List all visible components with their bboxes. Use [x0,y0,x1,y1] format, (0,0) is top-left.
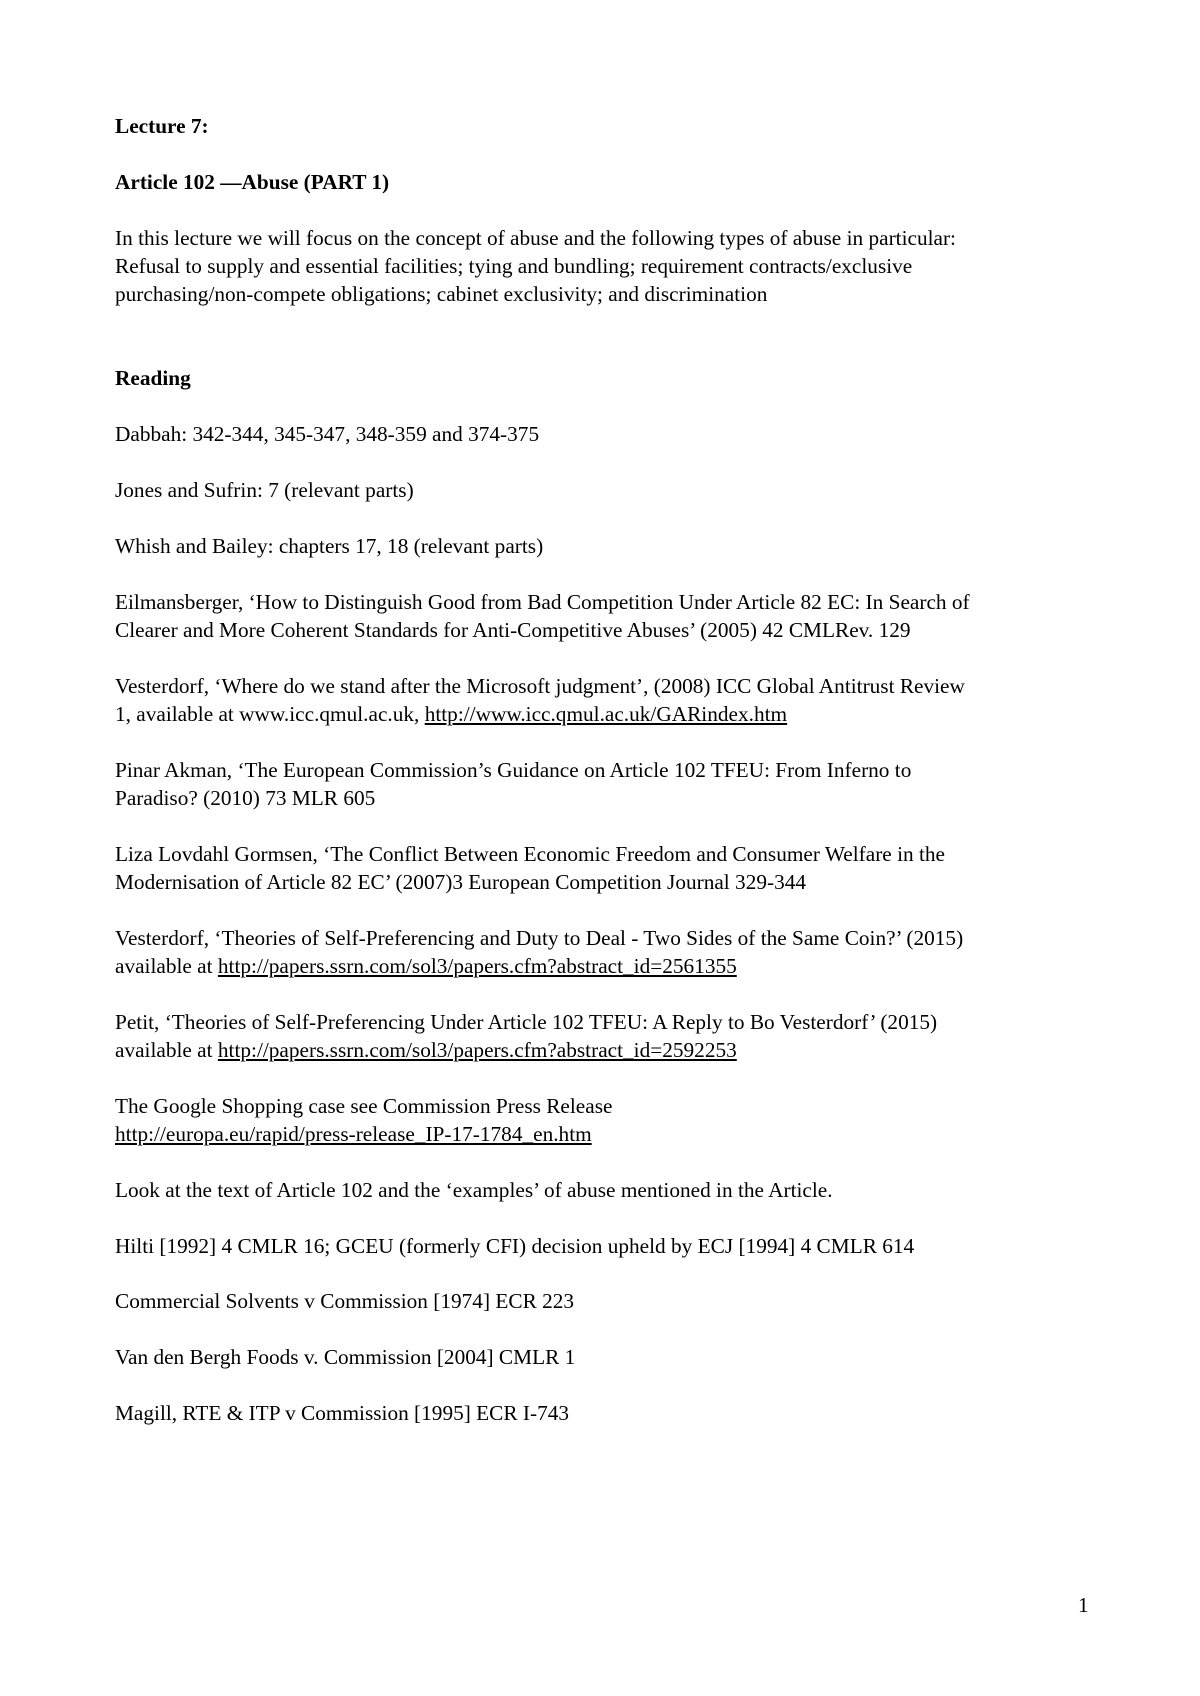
reading-line: Vesterdorf, ‘Theories of Self-Preferencing and Duty to Deal - Two Sides of the Same Coin?’ (2015) [115,926,964,950]
case-van-den-bergh: Van den Bergh Foods v. Commission [2004] CMLR 1 [115,1345,576,1369]
reading-article-text: Look at the text of Article 102 and the ‘examples’ of abuse mentioned in the Article. [115,1178,833,1202]
reading-line: Pinar Akman, ‘The European Commission’s Guidance on Article 102 TFEU: From Inferno to [115,758,912,782]
reading-eilmansberger [115,587,970,645]
case-hilti: Hilti [1992] 4 CMLR 16; GCEU (formerly CFI) decision upheld by ECJ [1994] 4 CMLR 614 [115,1234,915,1258]
reading-line: Modernisation of Article 82 EC’ (2007)3 European Competition Journal 329-344 [115,870,807,894]
reading-line-prefix: available at [115,954,218,978]
reading-akman [115,755,911,813]
reading-vesterdorf-self-preferencing [115,923,963,981]
reading-line: Petit, ‘Theories of Self-Preferencing Under Article 102 TFEU: A Reply to Bo Vesterdorf’ (2015) [115,1010,938,1034]
reading-line: Liza Lovdahl Gormsen, ‘The Conflict Between Economic Freedom and Consumer Welfare in the [115,842,945,866]
reading-jones-sufrin: Jones and Sufrin: 7 (relevant parts) [115,478,414,502]
case-commercial-solvents: Commercial Solvents v Commission [1974] ECR 223 [115,1289,575,1313]
reading-vesterdorf-microsoft [115,671,965,729]
ssrn-2592253-link[interactable]: http://papers.ssrn.com/sol3/papers.cfm?abstract_id=2592253 [217,1038,737,1062]
reading-line: Clearer and More Coherent Standards for Anti-Competitive Abuses’ (2005) 42 CMLRev. 129 [115,618,911,642]
reading-line [115,699,965,729]
gar-index-link[interactable]: http://www.icc.qmul.ac.uk/GARindex.htm [424,702,788,726]
lecture-heading: Lecture 7: [115,114,209,138]
reading-line: Vesterdorf, ‘Where do we stand after the Microsoft judgment’, (2008) ICC Global Antitrust Review [115,674,965,698]
intro-line: Refusal to supply and essential facilities; tying and bundling; requirement contracts/exclusive [115,254,913,278]
reading-line: Eilmansberger, ‘How to Distinguish Good from Bad Competition Under Article 82 EC: In Search of [115,590,970,614]
press-release-link[interactable]: http://europa.eu/rapid/press-release_IP-17-1784_en.htm [115,1122,592,1146]
reading-line [115,951,963,981]
reading-line [115,1119,612,1149]
reading-line [115,1035,937,1065]
reading-gormsen [115,839,945,897]
reading-line-prefix: 1, available at www.icc.qmul.ac.uk, [115,702,425,726]
intro-line: In this lecture we will focus on the concept of abuse and the following types of abuse in particular: [115,226,956,250]
intro-paragraph [115,223,956,309]
reading-line-prefix: available at [115,1038,218,1062]
lecture-subheading: Article 102 —Abuse (PART 1) [115,170,390,194]
reading-google-shopping [115,1091,612,1149]
reading-line: Paradiso? (2010) 73 MLR 605 [115,786,376,810]
reading-heading: Reading [115,366,191,390]
reading-whish-bailey: Whish and Bailey: chapters 17, 18 (relevant parts) [115,534,544,558]
intro-line: purchasing/non-compete obligations; cabinet exclusivity; and discrimination [115,282,768,306]
reading-line: The Google Shopping case see Commission Press Release [115,1094,613,1118]
page-number: 1 [1078,1593,1089,1617]
reading-petit [115,1007,937,1065]
case-magill: Magill, RTE & ITP v Commission [1995] ECR I-743 [115,1401,570,1425]
reading-dabbah: Dabbah: 342-344, 345-347, 348-359 and 374-375 [115,422,540,446]
ssrn-2561355-link[interactable]: http://papers.ssrn.com/sol3/papers.cfm?abstract_id=2561355 [217,954,737,978]
